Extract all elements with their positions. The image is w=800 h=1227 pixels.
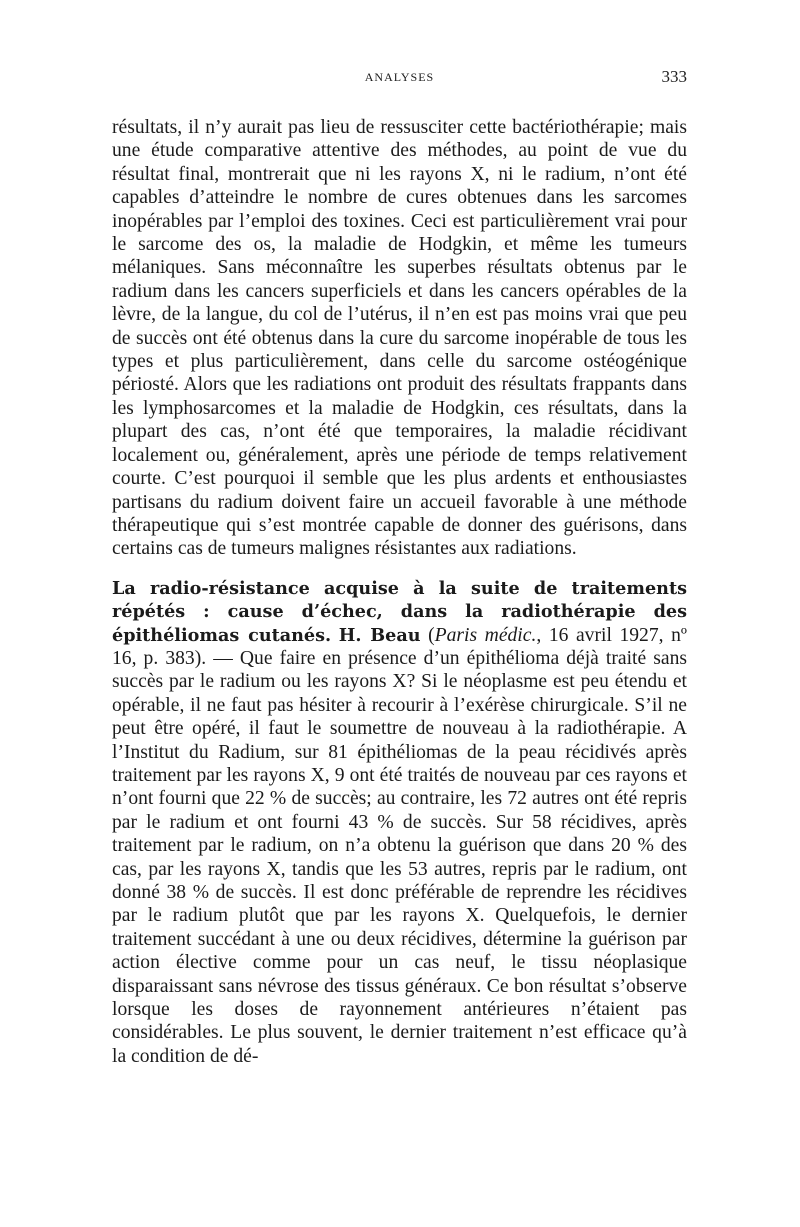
journal-name: Paris médic.: [434, 624, 537, 646]
citation-details: , 16 avril 1927, nº 16, p. 383).: [112, 624, 687, 669]
page-number: 333: [661, 67, 687, 86]
abstract-paragraph: [112, 577, 687, 1069]
paragraph-continued: résultats, il n’y aurait pas lieu de ressusciter cette bactériothérapie; mais une étude comparative attentive des méthodes, au point de vue du résultat final, montrerait que ni les rayons X, ni le radium, n’ont été capables d’atteindre le nombre de cures obtenues dans les sarcomes inopérables par l’emploi des toxines. Ceci est particulièrement vrai pour le sarcome des os, la maladie de Hodgkin, et même les tumeurs mélaniques. Sans méconnaître les superbes résultats obtenus par le radium dans les cancers superficiels et dans les cancers opérables de la lèvre, de la langue, du col de l’utérus, il n’en est pas moins vrai que peu de succès ont été obtenus dans la cure du sarcome inopérable de tous les types et plus particulièrement, dans celle du sarcome ostéogénique périosté. Alors que les radiations ont produit des résultats frappants dans les lymphosarcomes et la maladie de Hodgkin, ces résultats, dans la plupart des cas, n’ont été que temporaires, la maladie récidivant localement ou, généralement, après une période de temps relativement courte. C’est pourquoi il semble que les plus ardents et enthousiastes partisans du radium doivent faire un accueil favorable à une méthode thérapeutique qui s’est montrée capable de donner des guérisons, dans certains cas de tumeurs malignes résistantes aux radiations.: [112, 117, 687, 560]
abstract-body: — Que faire en présence d’un épithélioma déjà traité sans succès par le radium ou les rayons X? Si le néoplasme est peu étendu et opérable, il ne faut pas hésiter à recourir à l’exérèse chirurgicale. S’il ne peut être opéré, il faut le soumettre de nouveau à la radiothérapie. A l’Institut du Radium, sur 81 épithéliomas de la peau récidivés après traitement par les rayons X, 9 ont été traités de nouveau par ces rayons et n’ont fourni que 22 % de succès; au contraire, les 72 autres ont été repris par le radium et ont fourni 43 % de succès. Sur 58 récidives, après traitement par le radium, on n’a obtenu la guérison que dans 20 % des cas, par les rayons X, tandis que les 53 autres, repris par le radium, ont donné 38 % de succès. Il est donc préférable de reprendre les récidives par le radium plutôt que par les rayons X. Quelquefois, le dernier traitement succédant à une ou deux récidives, détermine la guérison par action élective comme pour un cas neuf, le tissu néoplasique disparaissant sans névrose des tissus généraux. Ce bon résultat s’observe lorsque les doses de rayonnement antérieures n’étaient pas considérables. Le plus souvent, le dernier traitement n’est efficace qu’à la condition de dé-: [112, 647, 687, 1067]
running-title: ANALYSES: [364, 70, 435, 84]
text-block: [112, 116, 687, 1068]
article-title: La radio-résistance acquise à la suite de traitements répétés : cause d’échec, dans la radiothérapie des épithéliomas cutanés.: [112, 577, 687, 646]
article-author: H. Beau: [338, 624, 421, 646]
citation-open: (: [420, 624, 435, 646]
running-head: [112, 67, 687, 92]
